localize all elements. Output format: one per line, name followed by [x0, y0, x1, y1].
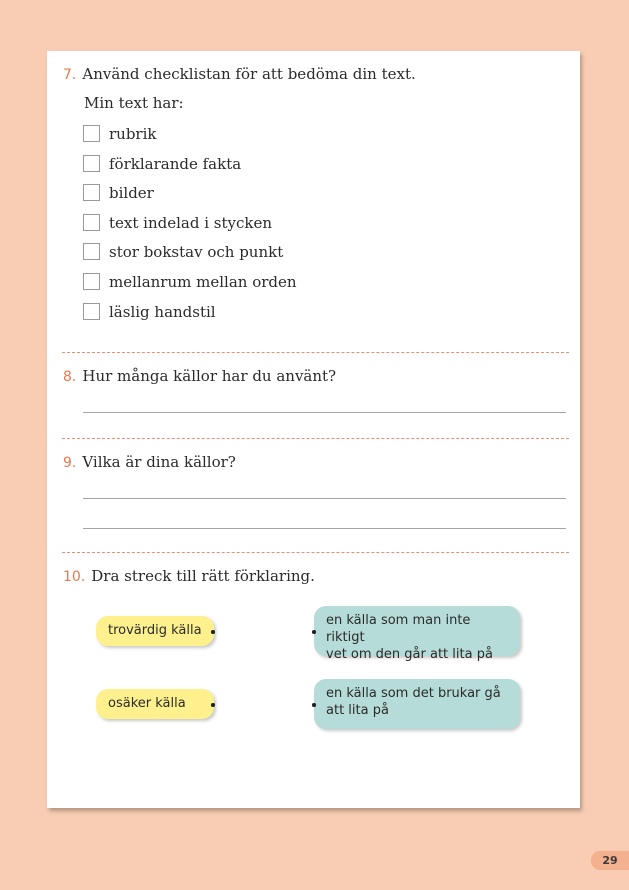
question-text: Använd checklistan för att bedöma din text.	[82, 65, 416, 83]
term-pill-osaker[interactable]: osäker källa	[96, 689, 214, 719]
answer-line[interactable]	[83, 412, 566, 413]
checkbox[interactable]	[83, 214, 100, 231]
checklist-item	[83, 243, 297, 273]
question-number: 10.	[63, 569, 86, 585]
answer-line[interactable]	[83, 498, 566, 499]
term-pill-trovardig[interactable]: trovärdig källa	[96, 616, 214, 646]
checklist-item-label: text indelad i stycken	[109, 213, 273, 232]
checklist-item	[83, 125, 297, 155]
question-number: 7.	[63, 67, 77, 83]
definition-pill-osaker[interactable]: en källa som man inte riktigt vet om den går att lita på	[314, 606, 520, 656]
checklist-item-label: förklarande fakta	[109, 154, 242, 173]
question-9	[63, 453, 236, 472]
checklist-item	[83, 273, 297, 303]
checklist	[83, 125, 297, 332]
worksheet-page	[47, 51, 580, 808]
checklist-item-label: stor bokstav och punkt	[109, 243, 284, 262]
connector-dot[interactable]	[312, 703, 316, 707]
checkbox[interactable]	[83, 243, 100, 260]
section-divider	[62, 438, 569, 439]
question-8	[63, 367, 336, 386]
checkbox[interactable]	[83, 155, 100, 172]
checklist-item	[83, 155, 297, 185]
checklist-item-label: bilder	[109, 184, 154, 203]
checkbox[interactable]	[83, 125, 100, 142]
checkbox[interactable]	[83, 273, 100, 290]
definition-pill-trovardig[interactable]: en källa som det brukar gå att lita på	[314, 679, 520, 729]
connector-dot[interactable]	[211, 703, 215, 707]
section-divider	[62, 352, 569, 353]
checkbox[interactable]	[83, 303, 100, 320]
question-10	[63, 567, 315, 586]
question-number: 8.	[63, 369, 77, 385]
checklist-item-label: läslig handstil	[109, 302, 216, 321]
checklist-item	[83, 214, 297, 244]
page-number: 29	[591, 851, 629, 870]
question-number: 9.	[63, 455, 77, 471]
connector-dot[interactable]	[211, 630, 215, 634]
checklist-subtitle: Min text har:	[84, 94, 184, 112]
question-7	[63, 65, 416, 84]
checklist-item-label: rubrik	[109, 125, 157, 143]
question-text: Vilka är dina källor?	[82, 453, 236, 471]
checklist-item	[83, 303, 297, 333]
checklist-item	[83, 184, 297, 214]
question-text: Dra streck till rätt förklaring.	[91, 567, 315, 585]
question-text: Hur många källor har du använt?	[82, 367, 337, 385]
connector-dot[interactable]	[312, 630, 316, 634]
section-divider	[62, 552, 569, 553]
answer-line[interactable]	[83, 528, 566, 529]
checkbox[interactable]	[83, 184, 100, 201]
checklist-item-label: mellanrum mellan orden	[109, 272, 297, 291]
